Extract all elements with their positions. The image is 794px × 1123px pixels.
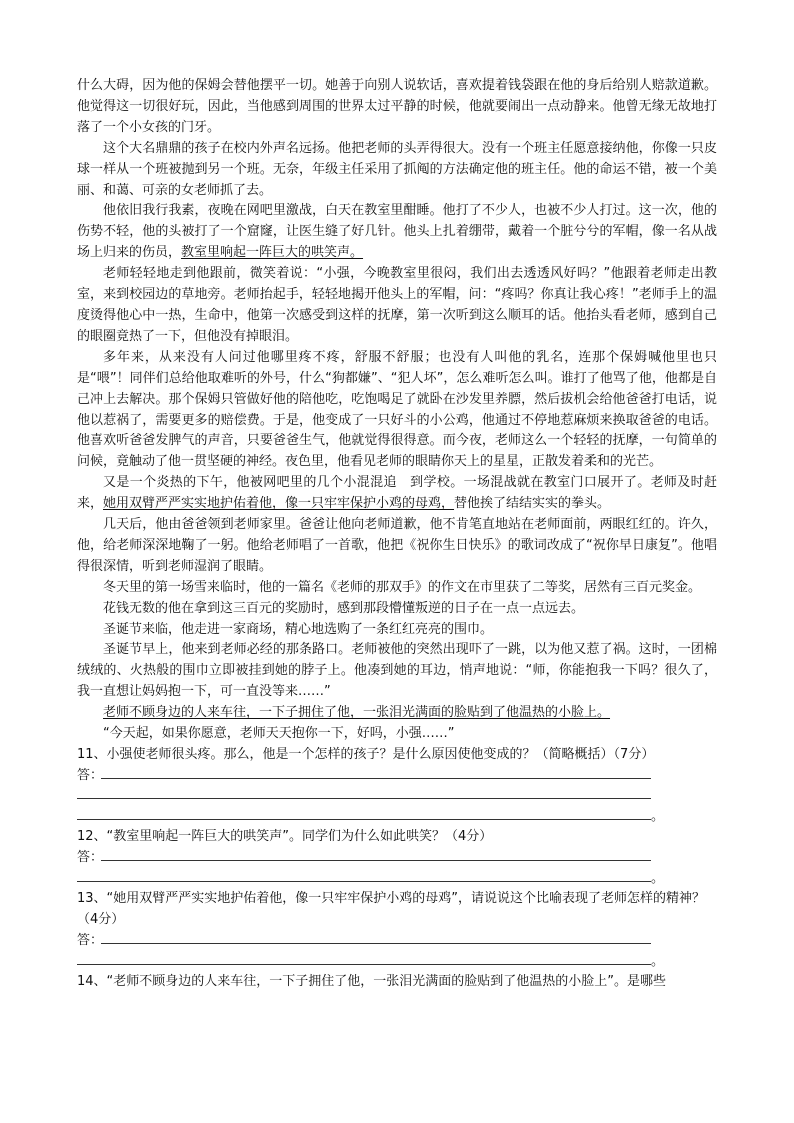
answer-row xyxy=(77,766,717,787)
passage-paragraph xyxy=(77,348,717,473)
question-text: 12、“教室里响起一阵巨大的哄笑声”。同学们为什么如此哄笑？（4分） xyxy=(77,829,493,845)
paragraph-text: 老师轻轻地走到他跟前，微笑着说：“小强，今晚教室里很闷，我们出去透透风好吗？”他跟着老师走出教室，来到校园边的草地旁。老师抬起手，轻轻地揭开他头上的军帽，问：“疼吗？你真让我心疼！”老师手上的温度烫得他心中一热，生命中，他第一次感受到这样的抚摩，第一次听到这么顺耳的话。他抬头看老师，感到自己的眼圈竟热了一下，但他没有掉眼泪。 xyxy=(77,266,717,344)
answer-line[interactable] xyxy=(101,943,651,944)
passage-paragraph xyxy=(77,264,717,348)
passage-paragraph xyxy=(77,578,717,599)
paragraph-text: 冬天里的第一场雪来临时，他的一篇名《老师的那双手》的作文在市里获了二等奖，居然有三百元奖金。 xyxy=(103,579,702,595)
answer-row xyxy=(77,807,717,828)
underlined-sentence: 老师不顾身边的人来车往，一下子拥住了他，一张泪光满面的脸贴到了他温热的小脸上。 xyxy=(103,705,611,721)
question-text: 11、小强使老师很头疼。那么，他是一个怎样的孩子？是什么原因使他变成的？（简略概括）（7分） xyxy=(77,747,655,762)
passage-paragraph xyxy=(77,201,717,264)
answer-line[interactable] xyxy=(77,798,651,799)
paragraph-text: 又是一个炎热的下午，他被网吧里的几个小混混追 到学校。一场混战就在教室门口展开了。老师及时赶来， xyxy=(77,475,717,512)
passage-paragraph xyxy=(77,620,717,641)
line-end-mark: 。 xyxy=(651,808,665,824)
paragraph-text: 几天后，他由爸爸领到老师家里。爸爸让他向老师道歉，他不肯笔直地站在老师面前，两眼红红的。许久，他，给老师深深地鞠了一躬。他给老师唱了一首歌，他把《祝你生日快乐》的歌词改成了“祝你早日康复”。他唱得很深情，听到老师湿润了眼睛。 xyxy=(77,517,717,574)
answer-row xyxy=(77,931,717,952)
underlined-sentence: 教室里响起一阵巨大的哄笑声。 xyxy=(181,245,364,261)
paragraph-text: “今天起，如果你愿意，老师天天抱你一下，好吗，小强……” xyxy=(103,726,455,742)
answer-row xyxy=(77,848,717,869)
paragraph-text: 花钱无数的他在拿到这三百元的奖励时，感到那段懵懂叛逆的日子在一点一点远去。 xyxy=(103,600,585,616)
answer-label: 答： xyxy=(77,933,104,949)
answer-row xyxy=(77,869,717,890)
answer-line[interactable] xyxy=(101,860,651,861)
paragraph-text: 多年来，从来没有人问过他哪里疼不疼，舒服不舒服；也没有人叫他的乳名，连那个保姆喊他里也只是“喂”！同伴们总给他取难听的外号，什么“狗都嫌”、“犯人坏”，怎么难听怎么叫。谁打了他骂了他，他都是自己冲上去解决。那个保姆只管做好他的陪他吃，吃饱喝足了就卧在沙发里养膘，然后拔机会给他爸爸打电话，说他以惹祸了，需要更多的赔偿费。于是，他变成了一只好斗的小公鸡，他通过不停地惹麻烦来换取爸爸的电话。他喜欢听爸爸发脾气的声音，只要爸爸生气，他就觉得很得意。而今夜，老师这么一个轻轻的抚摩，一句简单的问候，竟触动了他一贯坚硬的神经。夜色里，他看见老师的眼睛你天上的星星，正散发着柔和的光芒。 xyxy=(77,349,717,470)
answer-label: 答： xyxy=(77,850,104,866)
underlined-sentence: 她用双臂严严实实地护佑着他，像一只牢牢保护小鸡的母鸡， xyxy=(103,496,455,512)
passage-paragraph xyxy=(77,724,717,745)
passage-paragraph xyxy=(77,76,717,139)
reading-passage xyxy=(77,76,717,745)
paragraph-text: 圣诞节来临，他走进一家商场，精心地选购了一条红红亮亮的围巾。 xyxy=(103,621,494,637)
answer-row xyxy=(77,786,717,807)
line-end-mark: 。 xyxy=(651,870,665,886)
paragraph-text: 替他挨了结结实实的拳头。 xyxy=(454,496,611,512)
answer-line[interactable] xyxy=(77,964,651,965)
line-end-mark: 。 xyxy=(651,953,665,969)
passage-paragraph xyxy=(77,640,717,703)
answer-line[interactable] xyxy=(77,819,651,820)
paragraph-text: 他依旧我行我素，夜晚在网吧里激战，白天在教室里酣睡。他打了不少人，也被不少人打过。这一次，他的伤势不轻，他的头被打了一个窟窿，让医生缝了好几针。他头上扎着绷带，戴着一个脏兮兮的军帽，像一名从战场上归来的伤员， xyxy=(77,203,717,261)
question-section xyxy=(77,745,717,993)
passage-paragraph xyxy=(77,139,717,202)
question-text: 14、“老师不顾身边的人来车往，一下子拥住了他，一张泪光满面的脸贴到了他温热的小脸上”。是哪些 xyxy=(77,974,667,990)
question-text: 13、“她用双臂严严实实地护佑着他，像一只牢牢保护小鸡的母鸡”，请说说这个比喻表现了老师怎样的精神？（4分） xyxy=(77,891,706,928)
answer-label: 答： xyxy=(77,767,104,783)
paragraph-text: 这个大名鼎鼎的孩子在校内外声名远扬。他把老师的头弄得很大。没有一个班主任愿意接纳他，你像一只皮球一样从一个班被抛到另一个班。无奈，年级主任采用了抓阄的方法确定他的班主任。他的命运不错，被一个美丽、和蔼、可亲的女老师抓了去。 xyxy=(77,140,717,198)
paragraph-text: 什么大碍，因为他的保姆会替他摆平一切。她善于向别人说软话，喜欢提着钱袋跟在他的身后给别人赔款道歉。他觉得这一切很好玩，因此，当他感到周围的世界太过平静的时候，他就要闹出一点动静来。他曾无缘无故地打落了一个小女孩的门牙。 xyxy=(77,78,717,135)
passage-paragraph xyxy=(77,703,717,724)
paragraph-text: 圣诞节早上，他来到老师必经的那条路口。老师被他的突然出现吓了一跳，以为他又惹了祸。这时，一团棉绒绒的、火热般的围巾立即被挂到她的脖子上。他凑到她的耳边，悄声地说：“师，你能抱我一下吗？很久了，我一直想让妈妈抱一下，可一直没等来……” xyxy=(77,642,717,700)
document-page xyxy=(77,76,717,993)
answer-line[interactable] xyxy=(101,778,651,779)
passage-paragraph xyxy=(77,599,717,620)
passage-paragraph xyxy=(77,473,717,515)
answer-line[interactable] xyxy=(77,881,651,882)
answer-row xyxy=(77,952,717,973)
passage-paragraph xyxy=(77,515,717,578)
